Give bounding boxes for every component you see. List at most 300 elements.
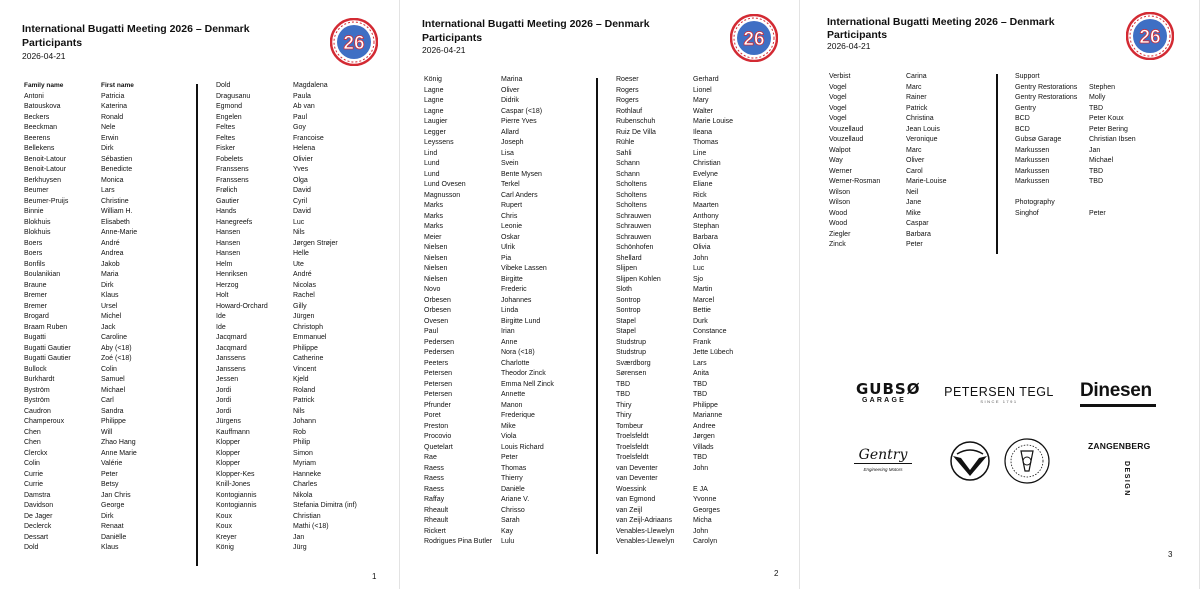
participant-row	[424, 537, 581, 548]
participant-row	[24, 134, 181, 145]
first-name: Betsy	[101, 481, 119, 488]
dinesen-logo	[1080, 380, 1156, 407]
family-name: Jacqmard	[216, 344, 247, 352]
first-name: Nils	[293, 229, 305, 236]
participant-row	[424, 516, 581, 527]
family-name: Orbesen	[424, 307, 451, 314]
first-name: Klaus	[101, 292, 119, 299]
participant-row	[24, 459, 181, 470]
participant-row	[829, 72, 986, 83]
family-name: Boers	[24, 239, 43, 247]
participant-row	[829, 219, 986, 230]
family-name: Sværdborg	[616, 359, 651, 367]
family-name: Caudron	[24, 407, 51, 415]
petersen-logo-subtext: SINCE 1791	[980, 399, 1018, 404]
participant-row	[24, 386, 181, 397]
participant-row	[216, 417, 373, 428]
first-name: Neil	[906, 188, 919, 196]
event-logo-icon	[330, 18, 378, 66]
first-name: Jan	[1089, 146, 1101, 154]
first-name: Pierre Yves	[501, 118, 537, 125]
first-name: Daniëlle	[101, 533, 127, 541]
participant-row	[616, 107, 773, 118]
first-name: Ileana	[693, 128, 713, 136]
family-name: Hansen	[216, 250, 241, 257]
gubso-logo-subtext: GARAGE	[862, 397, 906, 404]
family-name: Byström	[24, 397, 50, 404]
participant-row	[1015, 156, 1169, 167]
column-divider	[996, 74, 998, 254]
svg-text:26: 26	[743, 29, 765, 50]
first-name: Vibeke Lassen	[501, 265, 547, 272]
first-name: Colin	[101, 365, 117, 373]
family-name: Jordi	[216, 407, 232, 415]
family-name: Petersen	[424, 391, 453, 398]
participant-row	[424, 128, 581, 139]
family-name: Jordi	[216, 397, 232, 404]
family-name: Pedersen	[424, 349, 454, 356]
family-name: Hands	[216, 208, 237, 215]
first-name: TBD	[693, 454, 707, 461]
participant-row	[216, 228, 373, 239]
family-name: van Deventer	[616, 475, 658, 482]
first-name: Thierry	[501, 475, 523, 482]
family-name: Antoni	[24, 92, 44, 100]
family-name: Rheault	[424, 506, 449, 514]
participant-row	[216, 81, 373, 92]
first-name: Ronald	[101, 113, 124, 121]
family-name: van Deventer	[616, 464, 658, 472]
first-name: William H.	[101, 208, 133, 215]
event-logo-icon	[1126, 12, 1174, 60]
participant-row	[829, 240, 986, 251]
participant-row	[1015, 114, 1169, 125]
participant-row	[24, 522, 181, 533]
first-name: Christian	[693, 160, 721, 167]
event-logo-icon	[730, 14, 778, 62]
participant-row	[24, 533, 181, 544]
first-name: Villads	[693, 443, 714, 451]
family-name: Sørensen	[616, 370, 647, 377]
first-name: Terkel	[501, 181, 520, 188]
family-name: Walpot	[829, 146, 851, 154]
first-name: Andree	[693, 422, 716, 430]
participant-row	[424, 338, 581, 349]
participant-row	[424, 485, 581, 496]
participant-row	[216, 407, 373, 418]
first-name: Magdalena	[293, 82, 328, 89]
family-name: Sontrop	[616, 307, 641, 314]
participant-row	[216, 501, 373, 512]
participant-row	[424, 275, 581, 286]
participant-row	[216, 438, 373, 449]
first-name: Zoé (<18)	[101, 355, 132, 362]
family-name: Scholtens	[616, 181, 647, 188]
first-name: Emma Nell Zinck	[501, 380, 554, 388]
family-name: Klopper-Kes	[216, 470, 255, 478]
family-name: Feltes	[216, 134, 236, 142]
participant-row	[1015, 209, 1169, 220]
first-name: Elisabeth	[101, 218, 130, 226]
family-name: Lagne	[424, 86, 444, 94]
participant-row	[616, 359, 773, 370]
first-name: Erwin	[101, 134, 119, 142]
first-name: Jette Lübech	[693, 349, 734, 356]
family-name: Rheault	[424, 517, 449, 524]
participant-row	[616, 348, 773, 359]
family-name: Braune	[24, 281, 47, 289]
first-name: Lars	[101, 187, 115, 194]
participant-row	[24, 323, 181, 334]
participant-row	[24, 260, 181, 271]
family-name: Boers	[24, 250, 43, 257]
family-name: Binnie	[24, 208, 44, 215]
column-divider	[596, 78, 598, 554]
first-name: Philip	[293, 439, 311, 446]
participant-row	[616, 117, 773, 128]
family-name: Rühle	[616, 139, 635, 146]
first-name: Philippe	[101, 418, 126, 425]
first-name: Roland	[293, 386, 316, 394]
family-name: Ide	[216, 323, 226, 331]
family-name: Bugatti Gautier	[24, 344, 71, 352]
first-name: Klaus	[101, 544, 119, 551]
participant-row	[829, 114, 986, 125]
family-name: Schrauwen	[616, 233, 652, 241]
family-name: Berkhuysen	[24, 176, 61, 184]
family-name: Fobelets	[216, 155, 243, 163]
participant-row	[24, 123, 181, 134]
first-name: Linda	[501, 307, 519, 314]
first-name: Caroline	[101, 334, 128, 341]
first-name: Nicolas	[293, 281, 316, 289]
participant-row	[616, 128, 773, 139]
family-name: Rogers	[616, 97, 639, 104]
first-name: Daniële	[501, 485, 525, 493]
participant-row	[24, 375, 181, 386]
family-name: Sontrop	[616, 296, 641, 304]
family-name: Studstrup	[616, 338, 646, 346]
family-name: Schrauwen	[616, 212, 652, 220]
first-name: Marie Louise	[693, 118, 734, 125]
participant-row	[616, 191, 773, 202]
family-name: Kreyer	[216, 533, 237, 541]
participant-row	[24, 333, 181, 344]
family-name: Vogel	[829, 94, 847, 101]
participant-row	[1015, 146, 1169, 157]
first-name: Carolyn	[693, 538, 718, 545]
family-name: Sloth	[616, 286, 632, 293]
participant-row	[216, 354, 373, 365]
participant-row	[424, 359, 581, 370]
participant-row	[424, 264, 581, 275]
participants-column-2	[216, 81, 373, 554]
family-name: Zinck	[829, 241, 846, 248]
family-name: Lind	[424, 149, 438, 157]
family-name: van Egmond	[616, 496, 656, 503]
first-name: Anita	[693, 370, 709, 377]
family-name: Batouskova	[24, 103, 61, 110]
first-name: Ute	[293, 260, 304, 268]
first-name: Veronique	[906, 136, 938, 143]
family-name: Engelen	[216, 113, 242, 121]
family-name: Wood	[829, 220, 848, 227]
participant-row	[616, 138, 773, 149]
participant-row	[424, 422, 581, 433]
first-name: Leonie	[501, 223, 523, 230]
family-name: Meier	[424, 233, 442, 241]
first-name: Carl	[101, 397, 114, 404]
family-name: Jürgens	[216, 418, 241, 425]
participant-row	[216, 155, 373, 166]
participant-row	[616, 443, 773, 454]
participant-row	[24, 438, 181, 449]
first-name: TBD	[693, 380, 707, 388]
participant-row	[1015, 93, 1169, 104]
first-name: Mathi (<18)	[293, 523, 329, 530]
first-name: Vincent	[293, 365, 317, 373]
participant-row	[424, 443, 581, 454]
family-name: Bullock	[24, 365, 47, 373]
family-name: Champeroux	[24, 418, 65, 425]
family-name: Hanegreefs	[216, 218, 253, 226]
participant-row	[24, 417, 181, 428]
participant-row	[616, 222, 773, 233]
column-divider	[196, 84, 198, 566]
first-name: Peter Bering	[1089, 125, 1128, 133]
participant-row	[24, 165, 181, 176]
participant-row	[216, 176, 373, 187]
family-name: Colin	[24, 460, 40, 467]
family-name: Thiry	[616, 412, 632, 419]
column-headers	[24, 81, 181, 92]
participant-row	[216, 302, 373, 313]
participant-row	[616, 96, 773, 107]
participant-row	[424, 201, 581, 212]
first-name: Allard	[501, 128, 519, 136]
first-name: Benedicte	[101, 166, 133, 173]
participant-row	[424, 411, 581, 422]
family-name: TBD	[616, 380, 630, 388]
first-name: Ulrik	[501, 244, 515, 251]
page-date: 2026-04-21	[422, 45, 466, 55]
family-name: Singhof	[1015, 209, 1039, 217]
first-name: Marcel	[693, 296, 715, 304]
zangenberg-design-logo	[1088, 441, 1151, 497]
family-name: Magnusson	[424, 191, 461, 199]
participant-row	[24, 396, 181, 407]
first-name: Philippe	[693, 401, 718, 409]
first-name: Anne	[501, 338, 518, 346]
first-name: Carina	[906, 73, 927, 80]
family-name: Quetelart	[424, 443, 453, 451]
family-name: Beeckman	[24, 124, 58, 131]
first-name: TBD	[1089, 178, 1103, 185]
participant-row	[424, 495, 581, 506]
participant-row	[616, 212, 773, 223]
family-name: Gentry Restorations	[1015, 83, 1078, 91]
family-name: Markussen	[1015, 146, 1050, 154]
participant-row	[616, 180, 773, 191]
petersen-logo-text: PETERSEN TEGL	[944, 385, 1054, 399]
family-name: Petersen	[424, 380, 453, 388]
page-title: International Bugatti Meeting 2026 – Denmark	[22, 23, 250, 35]
participant-row	[424, 348, 581, 359]
participant-row	[424, 212, 581, 223]
participant-row	[24, 407, 181, 418]
family-name: Rogers	[616, 86, 639, 94]
first-name: Lionel	[693, 86, 712, 94]
participant-row	[616, 233, 773, 244]
svg-text:26: 26	[343, 33, 365, 54]
page-3	[800, 0, 1200, 589]
family-name: Clerckx	[24, 449, 48, 457]
family-name: Lund	[424, 170, 440, 178]
participant-row	[216, 239, 373, 250]
participant-row	[616, 243, 773, 254]
participant-row	[424, 506, 581, 517]
family-name: Legger	[424, 128, 446, 136]
first-name: Lars	[693, 359, 707, 367]
first-name: Simon	[293, 449, 313, 457]
family-name: Kontogiannis	[216, 491, 257, 499]
participant-row	[424, 327, 581, 338]
first-name: Frederic	[501, 286, 527, 293]
support-heading: Support	[1015, 73, 1040, 80]
participant-row	[24, 428, 181, 439]
family-name: Brogard	[24, 313, 49, 320]
first-name: Christoph	[293, 323, 323, 331]
first-name: Patricia	[101, 92, 125, 100]
participant-row	[24, 144, 181, 155]
first-name: John	[693, 254, 709, 262]
family-name: Janssens	[216, 365, 246, 373]
family-name: Frølich	[216, 187, 238, 194]
first-name: Emmanuel	[293, 334, 327, 341]
participant-row	[424, 401, 581, 412]
family-name: Beumer-Pruijs	[24, 197, 69, 205]
family-name: Gentry	[1015, 104, 1037, 112]
first-name: Lulu	[501, 538, 515, 545]
first-name: Katerina	[101, 103, 128, 110]
family-name: Henriksen	[216, 271, 248, 278]
participant-row	[424, 180, 581, 191]
participant-row	[24, 491, 181, 502]
winged-emblem-icon	[949, 440, 991, 482]
family-name: König	[424, 76, 442, 83]
family-name: Rubenschuh	[616, 118, 656, 125]
participant-row	[424, 317, 581, 328]
family-name: Ziegler	[829, 230, 851, 238]
first-name: Marc	[906, 83, 922, 91]
gentry-logo	[854, 447, 912, 472]
participant-row	[216, 344, 373, 355]
first-name: Valérie	[101, 460, 123, 467]
first-name: Mary	[693, 97, 709, 104]
family-name: Markussen	[1015, 167, 1050, 175]
first-name: Peter	[501, 454, 518, 461]
first-name: Helena	[293, 145, 316, 152]
first-name: Michel	[101, 313, 122, 320]
first-name: TBD	[1089, 104, 1103, 112]
family-name: Procovio	[424, 433, 452, 440]
family-name: Egmond	[216, 103, 243, 110]
family-name: Currie	[24, 481, 44, 488]
participant-row	[616, 369, 773, 380]
family-name: Beerens	[24, 134, 51, 142]
family-name: Klopper	[216, 439, 241, 446]
participant-row	[24, 449, 181, 460]
page-date: 2026-04-21	[827, 41, 871, 51]
participant-row	[616, 464, 773, 475]
first-name: Christina	[906, 115, 934, 122]
family-name: Verbist	[829, 73, 851, 80]
participant-row	[616, 537, 773, 548]
family-name: Nielsen	[424, 254, 448, 262]
participant-row	[216, 270, 373, 281]
participant-row	[616, 275, 773, 286]
first-name: Jürg	[293, 544, 307, 551]
first-name: Evelyne	[693, 170, 718, 178]
participant-row	[424, 390, 581, 401]
zangenberg-logo-text: ZANGENBERG	[1088, 441, 1151, 451]
first-name: Helle	[293, 250, 309, 257]
family-name: Schann	[616, 160, 640, 167]
petersen-tegl-logo	[940, 385, 1058, 404]
participant-row	[216, 218, 373, 229]
family-name: Howard-Orchard	[216, 302, 268, 310]
first-name: Stephan	[693, 223, 720, 230]
participant-row	[216, 449, 373, 460]
participant-row	[424, 369, 581, 380]
first-name: Olivier	[293, 155, 313, 163]
participant-row	[616, 170, 773, 181]
first-name: Christine	[101, 197, 129, 205]
first-name: Jan	[293, 533, 305, 541]
first-name: Sébastien	[101, 155, 133, 163]
participant-row	[829, 177, 986, 188]
first-name: Georges	[693, 506, 720, 514]
family-name: Damstra	[24, 491, 51, 499]
family-name: Nielsen	[424, 265, 448, 272]
family-name: Boulanikian	[24, 271, 61, 278]
family-name: Marks	[424, 202, 444, 209]
participant-row	[424, 474, 581, 485]
family-name: Kauffmann	[216, 428, 250, 436]
first-name: Marianne	[693, 412, 723, 419]
participant-row	[1015, 104, 1169, 115]
family-name: Poret	[424, 412, 441, 419]
first-name: Mike	[906, 209, 921, 217]
gubso-logo-text: GUBSØ	[856, 380, 921, 398]
participant-row	[24, 270, 181, 281]
participant-row	[1015, 167, 1169, 178]
participant-row	[616, 411, 773, 422]
family-name: Roeser	[616, 76, 639, 83]
family-name: Franssens	[216, 166, 249, 173]
first-name: Molly	[1089, 94, 1106, 101]
first-name: Luc	[293, 218, 305, 226]
family-name: Wilson	[829, 199, 851, 206]
first-name: John	[693, 527, 709, 535]
family-name-header: Family name	[24, 82, 64, 89]
first-name: Nele	[101, 124, 116, 131]
participant-row	[216, 386, 373, 397]
participant-row	[616, 390, 773, 401]
dinesen-logo-text: Dinesen	[1080, 380, 1152, 401]
family-name: Scholtens	[616, 191, 647, 199]
participant-row	[216, 522, 373, 533]
